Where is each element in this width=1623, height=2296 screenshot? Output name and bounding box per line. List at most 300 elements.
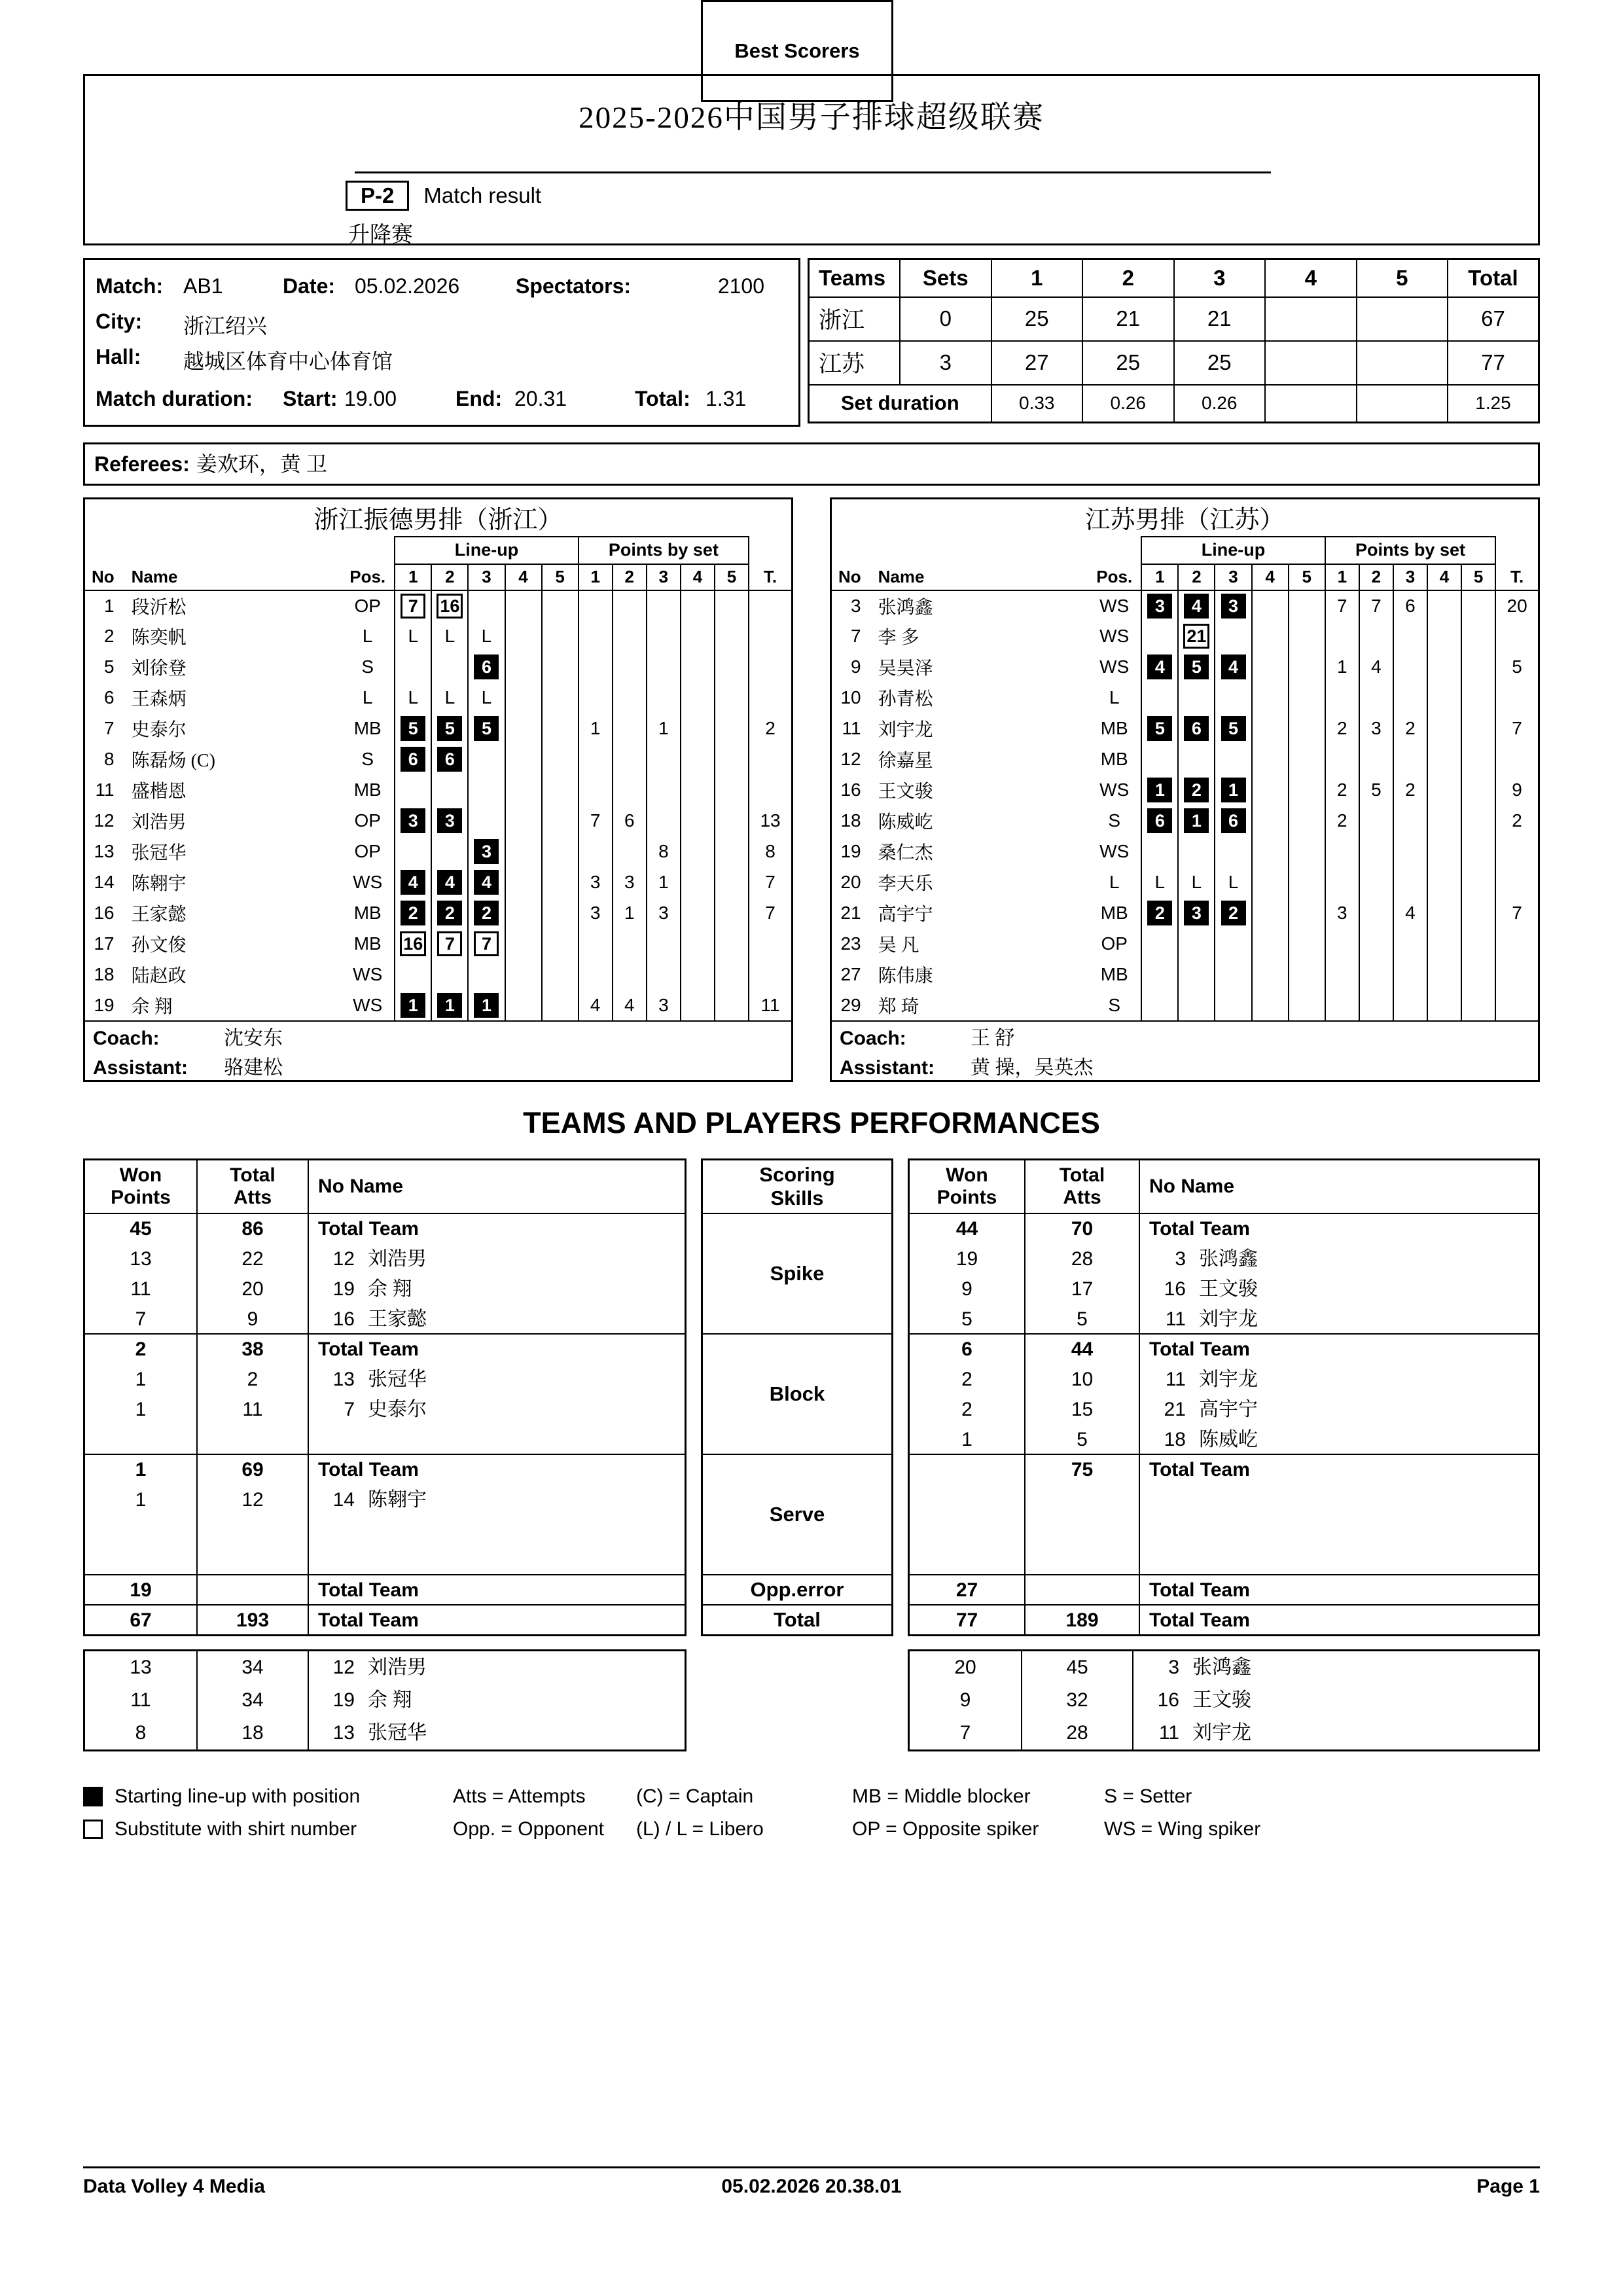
player-performance-row	[910, 1717, 1538, 1749]
player-name: 张鸿鑫	[1192, 1657, 1251, 1678]
lineup-cell	[1289, 990, 1325, 1021]
team-title: 江苏男排（江苏）	[1085, 507, 1285, 535]
lineup-cell	[1178, 806, 1215, 836]
starting-position-box: 1	[437, 993, 462, 1018]
coach-label: Coach:	[93, 1028, 160, 1049]
player-name-cell	[1139, 1274, 1538, 1304]
player-performance-row	[85, 1425, 685, 1454]
col-no-header: No	[84, 564, 125, 590]
player-number: 11	[842, 718, 861, 738]
player-position: WS	[1099, 780, 1130, 800]
player-number: 13	[94, 841, 115, 861]
points-set-header: 1	[579, 564, 613, 590]
player-row	[84, 713, 793, 744]
total-team-row	[85, 1214, 685, 1244]
lineup-set-header: 2	[431, 564, 468, 590]
player-name-cell	[308, 1684, 685, 1717]
player-total-points	[1495, 960, 1539, 990]
player-total-points: 7	[1495, 713, 1539, 744]
score-team-row	[809, 341, 1539, 385]
points-cell: 3	[1359, 713, 1393, 744]
player-position: MB	[1100, 903, 1128, 923]
performance-header-row	[85, 1160, 685, 1213]
points-cell: 1	[647, 713, 681, 744]
player-name-cell	[1139, 1575, 1538, 1604]
lineup-cell	[1252, 806, 1289, 836]
lineup-cell	[1252, 990, 1289, 1021]
player-performance-row	[85, 1545, 685, 1574]
start-label: Start:	[283, 387, 338, 410]
points-cell: 3	[613, 867, 647, 898]
points-cell: 3	[1325, 898, 1359, 929]
lineup-cell	[468, 775, 505, 806]
player-number: 3	[1175, 1248, 1186, 1270]
points-cell: 1	[579, 713, 613, 744]
won-points-value: 9	[961, 1278, 972, 1300]
roster-title-row	[831, 499, 1539, 537]
roster-group-header-row	[831, 537, 1539, 564]
lineup-cell	[431, 590, 468, 621]
player-name: 孙文俊	[131, 935, 187, 956]
points-cell	[1393, 867, 1427, 898]
total-atts-header: Total Atts	[1024, 1160, 1139, 1213]
player-total-points	[749, 744, 792, 775]
won-points-value: 11	[130, 1689, 151, 1711]
points-cell	[1461, 898, 1495, 929]
player-position: S	[361, 656, 374, 677]
total-atts-value	[1024, 1545, 1139, 1574]
match-label: Match:	[96, 274, 164, 298]
points-cell	[715, 990, 749, 1021]
lineup-set-header: 4	[1252, 564, 1289, 590]
away-performance-table	[908, 1158, 1540, 1636]
set-duration-label: Set duration	[809, 385, 991, 423]
player-name: 余 翔	[368, 1278, 412, 1300]
set-duration-value: 0.26	[1082, 385, 1174, 423]
total-atts-value: 22	[196, 1244, 308, 1274]
points-cell	[681, 960, 715, 990]
player-name: 吴昊泽	[878, 658, 933, 679]
total-atts-value: 69	[196, 1455, 308, 1485]
player-number: 19	[94, 994, 115, 1015]
won-points-value: 2	[961, 1369, 972, 1390]
points-cell	[1325, 744, 1359, 775]
set-points	[1357, 341, 1448, 385]
player-total-points	[749, 683, 792, 713]
col-no-header: No	[831, 564, 872, 590]
player-name: 史泰尔	[131, 720, 187, 740]
player-name-cell	[308, 1515, 685, 1545]
won-points-value: 6	[961, 1338, 972, 1360]
points-cell: 6	[1393, 590, 1427, 621]
lineup-cell	[1178, 867, 1215, 898]
set-points: 25	[1082, 341, 1174, 385]
lineup-cell	[542, 898, 579, 929]
points-cell	[1461, 744, 1495, 775]
score-table	[808, 258, 1540, 423]
legend-text: WS = Wing spiker	[1104, 1818, 1261, 1840]
player-position: OP	[354, 841, 381, 861]
score-box	[808, 258, 1540, 427]
lineup-cell	[1141, 652, 1178, 683]
lineup-cell	[395, 898, 431, 929]
points-cell	[715, 775, 749, 806]
player-performance-row	[85, 1274, 685, 1304]
total-atts-value: 38	[196, 1335, 308, 1365]
player-name: Total Team	[318, 1338, 419, 1360]
scoring-skills-header: Scoring Skills	[759, 1163, 835, 1210]
lineup-cell	[505, 929, 542, 960]
legend-text: Atts = Attempts	[453, 1785, 586, 1807]
lineup-cell	[1178, 836, 1215, 867]
roster-column-header-row	[831, 564, 1539, 590]
lineup-header: Line-up	[395, 537, 578, 564]
player-number: 11	[1165, 1369, 1186, 1390]
player-number: 14	[332, 1489, 355, 1511]
player-performance-row	[910, 1365, 1538, 1395]
set-points	[1265, 297, 1357, 341]
lineup-set-header: 5	[1289, 564, 1325, 590]
home-roster-table	[83, 497, 793, 1082]
player-performance-row	[910, 1425, 1538, 1454]
player-name: 余 翔	[131, 996, 173, 1017]
player-row	[84, 990, 793, 1021]
player-total-points: 11	[749, 990, 792, 1021]
starting-position-box: 5	[1184, 655, 1209, 679]
skill-label-spike: Spike	[703, 1213, 891, 1333]
lineup-cell	[1178, 990, 1215, 1021]
player-name-cell	[1132, 1684, 1538, 1717]
player-performance-row	[85, 1485, 685, 1515]
player-total-points: 7	[749, 898, 792, 929]
points-cell	[613, 836, 647, 867]
assistant-row	[831, 1051, 1539, 1081]
points-set-header: 4	[681, 564, 715, 590]
player-row	[831, 683, 1539, 713]
section-block	[910, 1333, 1538, 1454]
points-cell	[613, 929, 647, 960]
score-col-header: Teams	[809, 259, 901, 297]
score-col-header: 4	[1265, 259, 1357, 297]
player-name-cell	[1139, 1605, 1538, 1634]
lineup-cell	[1289, 621, 1325, 652]
set-points	[1265, 341, 1357, 385]
legend-item	[852, 1818, 1104, 1840]
points-cell	[1461, 806, 1495, 836]
won-points-value	[910, 1485, 1024, 1515]
player-total-points	[749, 590, 792, 621]
total-atts-value: 5	[1024, 1304, 1139, 1333]
points-set-header: 4	[1427, 564, 1461, 590]
player-name-cell	[1139, 1395, 1538, 1425]
player-number: 16	[332, 1308, 355, 1330]
player-name-cell	[308, 1274, 685, 1304]
col-total-header: T.	[1495, 564, 1539, 590]
lineup-cell	[1252, 744, 1289, 775]
hall-label: Hall:	[96, 345, 141, 368]
points-cell	[613, 744, 647, 775]
lineup-cell	[1252, 621, 1289, 652]
player-row	[831, 775, 1539, 806]
lineup-cell	[1289, 683, 1325, 713]
player-name: 陈奕帆	[131, 628, 187, 648]
player-number: 18	[1164, 1429, 1186, 1450]
score-col-header: 2	[1082, 259, 1174, 297]
points-cell	[579, 590, 613, 621]
skill-label-opp_error: Opp.error	[703, 1574, 891, 1604]
points-cell	[1427, 929, 1461, 960]
coach-label: Coach:	[840, 1028, 906, 1049]
page-title: 2025-2026中国男子排球超级联赛	[579, 101, 1044, 135]
player-row	[831, 652, 1539, 683]
player-number: 21	[840, 903, 861, 923]
legend-text: S = Setter	[1104, 1785, 1192, 1807]
points-cell	[1427, 960, 1461, 990]
points-cell	[681, 652, 715, 683]
lineup-cell	[1141, 713, 1178, 744]
won-points-value	[85, 1425, 196, 1454]
points-cell	[681, 836, 715, 867]
starting-position-box: 3	[401, 808, 425, 833]
total-team-row	[910, 1455, 1538, 1485]
total-points: 67	[1448, 297, 1539, 341]
lineup-cell	[1178, 775, 1215, 806]
lineup-cell	[1141, 929, 1178, 960]
points-cell	[647, 806, 681, 836]
total-atts-value: 28	[1021, 1717, 1132, 1749]
player-name: 徐嘉星	[878, 751, 933, 771]
lineup-cell	[395, 775, 431, 806]
player-position: OP	[354, 595, 381, 616]
player-name: 王家懿	[131, 905, 187, 925]
points-cell	[1393, 744, 1427, 775]
points-cell	[1461, 929, 1495, 960]
player-position: WS	[353, 964, 383, 984]
total-atts-value	[1024, 1485, 1139, 1515]
report-code-badge: P-2	[346, 181, 409, 211]
starting-position-box: 3	[437, 808, 462, 833]
player-number: 11	[1165, 1308, 1186, 1330]
points-cell	[1461, 713, 1495, 744]
total-atts-header: Total Atts	[196, 1160, 308, 1213]
lineup-cell	[1141, 775, 1178, 806]
performance-header	[85, 1160, 685, 1213]
lineup-set-header: 4	[505, 564, 542, 590]
points-cell	[1325, 929, 1359, 960]
starting-position-box: 2	[1147, 901, 1172, 925]
player-name: 高宇宁	[878, 905, 933, 925]
title-divider	[355, 171, 1271, 173]
points-cell	[1427, 652, 1461, 683]
starting-position-box: 2	[437, 901, 462, 925]
player-number: 12	[94, 810, 115, 831]
lineup-cell	[1215, 806, 1251, 836]
player-performance-row	[910, 1395, 1538, 1425]
won-points-value	[85, 1515, 196, 1545]
points-cell: 2	[1325, 713, 1359, 744]
lineup-cell	[1178, 713, 1215, 744]
coach-name: 沈安东	[224, 1028, 283, 1049]
duration-label: Match duration:	[96, 387, 253, 410]
legend-row	[83, 1780, 1540, 1813]
total-atts-value	[196, 1515, 308, 1545]
player-number: 18	[94, 964, 115, 984]
no-name-header: No Name	[308, 1160, 685, 1213]
player-name: Total Team	[318, 1579, 419, 1601]
player-name-cell	[308, 1244, 685, 1274]
lineup-cell	[505, 960, 542, 990]
player-name-cell	[308, 1651, 685, 1684]
player-number: 3	[1168, 1657, 1179, 1678]
start-value: 19.00	[344, 387, 397, 410]
performance-header	[910, 1160, 1538, 1213]
lineup-cell	[395, 867, 431, 898]
scoring-skills-column	[701, 1158, 893, 1636]
legend-text: Opp. = Opponent	[453, 1818, 605, 1840]
starting-position-box: 2	[474, 901, 499, 925]
points-cell: 2	[1393, 775, 1427, 806]
lineup-cell	[1289, 836, 1325, 867]
points-cell	[647, 929, 681, 960]
player-name: 陈威屹	[878, 812, 933, 833]
points-cell	[1393, 836, 1427, 867]
player-position: L	[362, 626, 373, 646]
player-total-points	[1495, 836, 1539, 867]
player-total-points	[1495, 929, 1539, 960]
total-duration-value: 1.25	[1448, 385, 1539, 423]
player-name: 王家懿	[368, 1308, 427, 1330]
total-atts-value	[1024, 1515, 1139, 1545]
lineup-cell	[1215, 590, 1251, 621]
points-cell	[647, 621, 681, 652]
lineup-cell	[395, 806, 431, 836]
lineup-set-header: 3	[1215, 564, 1251, 590]
lineup-cell	[505, 836, 542, 867]
points-cell	[1359, 990, 1393, 1021]
lineup-cell	[1141, 867, 1178, 898]
spectators-value: 2100	[717, 274, 764, 298]
player-performance-row	[910, 1545, 1538, 1574]
lineup-cell	[431, 652, 468, 683]
player-performance-row	[85, 1684, 685, 1717]
starting-position-box: 6	[1221, 808, 1246, 833]
points-cell	[579, 621, 613, 652]
player-number: 16	[94, 903, 115, 923]
won-points-value: 27	[955, 1579, 978, 1601]
total-atts-value: 28	[1024, 1244, 1139, 1274]
total-atts-value: 5	[1024, 1425, 1139, 1454]
lineup-cell	[542, 744, 579, 775]
points-by-set-header: Points by set	[1325, 537, 1495, 564]
player-total-points: 13	[749, 806, 792, 836]
player-performance-row	[910, 1304, 1538, 1333]
player-position: WS	[353, 994, 383, 1015]
player-number: 12	[332, 1248, 355, 1270]
player-total-points: 5	[1495, 652, 1539, 683]
lineup-cell	[505, 652, 542, 683]
lineup-cell	[395, 621, 431, 652]
lineup-cell	[505, 621, 542, 652]
libero-mark: L	[444, 687, 455, 708]
points-cell	[1427, 713, 1461, 744]
player-total-points	[749, 775, 792, 806]
player-total-points: 8	[749, 836, 792, 867]
player-position: WS	[353, 872, 383, 892]
player-name: Total Team	[1149, 1579, 1250, 1601]
starting-position-box: 5	[474, 716, 499, 741]
lineup-cell	[1141, 683, 1178, 713]
points-cell	[1393, 929, 1427, 960]
player-performance-row	[85, 1244, 685, 1274]
player-number: 5	[104, 656, 115, 677]
starting-position-box: 1	[1184, 808, 1209, 833]
player-name: Total Team	[1149, 1609, 1250, 1631]
points-cell	[1393, 683, 1427, 713]
lineup-cell	[1178, 621, 1215, 652]
city-label: City:	[96, 310, 143, 333]
player-name: 王文骏	[1192, 1689, 1251, 1711]
lineup-cell	[1141, 836, 1178, 867]
sets-won: 0	[900, 297, 991, 341]
set-duration-row	[809, 385, 1539, 423]
starting-position-box: 4	[401, 870, 425, 895]
won-points-value: 1	[135, 1369, 147, 1390]
points-cell	[1325, 836, 1359, 867]
player-position: MB	[1100, 749, 1128, 769]
footer-divider	[83, 2166, 1540, 2168]
score-col-header: 3	[1174, 259, 1266, 297]
lineup-cell	[468, 929, 505, 960]
points-cell	[1427, 898, 1461, 929]
won-points-header: Won Points	[111, 1164, 171, 1208]
starting-position-box: 4	[1221, 655, 1246, 679]
lineup-cell	[431, 775, 468, 806]
libero-mark: L	[481, 626, 492, 646]
lineup-cell	[468, 960, 505, 990]
points-cell	[681, 775, 715, 806]
points-cell	[1461, 652, 1495, 683]
player-performance-row	[910, 1485, 1538, 1515]
player-name: 张鸿鑫	[1199, 1248, 1258, 1270]
points-cell: 2	[1325, 806, 1359, 836]
player-row	[831, 990, 1539, 1021]
points-cell	[1461, 960, 1495, 990]
lineup-cell	[1215, 867, 1251, 898]
starting-position-box: 3	[1184, 901, 1209, 925]
lineup-cell	[542, 590, 579, 621]
player-name-cell	[308, 1335, 685, 1365]
player-number: 8	[104, 749, 115, 769]
section-opp_error	[910, 1574, 1538, 1604]
player-number: 16	[840, 780, 861, 800]
points-cell	[715, 960, 749, 990]
lineup-cell	[1289, 806, 1325, 836]
points-cell	[1427, 836, 1461, 867]
lineup-cell	[1215, 929, 1251, 960]
end-value: 20.31	[514, 387, 567, 410]
player-total-points	[749, 960, 792, 990]
lineup-cell	[468, 990, 505, 1021]
points-cell	[681, 621, 715, 652]
player-number: 23	[840, 933, 861, 954]
referees-value: 姜欢环，黄 卫	[196, 452, 327, 476]
points-cell	[1461, 683, 1495, 713]
player-position: MB	[353, 718, 382, 738]
points-cell: 4	[1393, 898, 1427, 929]
player-name-cell	[1139, 1244, 1538, 1274]
won-points-value: 20	[954, 1657, 976, 1678]
assistant-name: 骆建松	[224, 1056, 283, 1079]
